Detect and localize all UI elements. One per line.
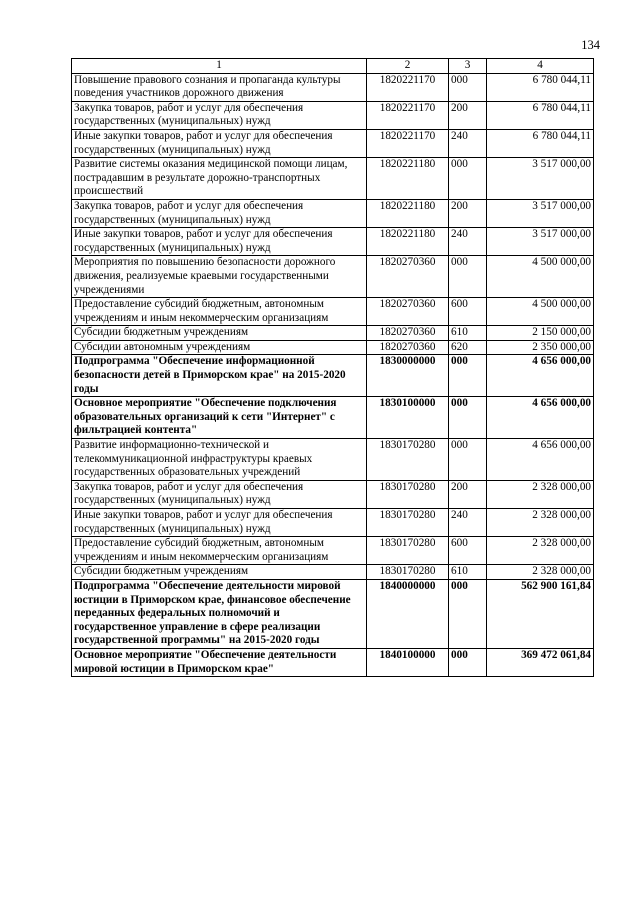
row-amount-cell: 3 517 000,00 <box>487 228 594 256</box>
row-name-cell: Субсидии бюджетным учреждениям <box>72 326 367 341</box>
row-amount-cell: 2 328 000,00 <box>487 509 594 537</box>
table-row <box>72 228 594 256</box>
row-type-cell: 240 <box>449 509 487 537</box>
row-amount-cell: 2 150 000,00 <box>487 326 594 341</box>
row-code-cell: 1840100000 <box>367 648 449 676</box>
row-name-cell: Повышение правового сознания и пропаганда культуры поведения участников дорожного движения <box>72 73 367 101</box>
row-type-cell: 000 <box>449 158 487 200</box>
row-code-cell: 1820221180 <box>367 199 449 227</box>
row-type-cell: 000 <box>449 579 487 648</box>
row-name-cell: Иные закупки товаров, работ и услуг для обеспечения государственных (муниципальных) нужд <box>72 129 367 157</box>
row-name-cell: Подпрограмма "Обеспечение деятельности мировой юстиции в Приморском крае, финансовое обеспечение переданных федеральных полномочий и государственное управление в сфере реализации государственной программы" на 2015-2020 годы <box>72 579 367 648</box>
column-header-code: 2 <box>367 59 449 74</box>
table-row <box>72 158 594 200</box>
row-code-cell: 1820270360 <box>367 326 449 341</box>
row-code-cell: 1830170280 <box>367 537 449 565</box>
row-type-cell: 240 <box>449 228 487 256</box>
row-type-cell: 000 <box>449 256 487 298</box>
row-type-cell: 000 <box>449 355 487 397</box>
row-code-cell: 1820221170 <box>367 129 449 157</box>
row-code-cell: 1830170280 <box>367 565 449 580</box>
row-code-cell: 1820221180 <box>367 228 449 256</box>
row-type-cell: 240 <box>449 129 487 157</box>
row-amount-cell: 4 656 000,00 <box>487 397 594 439</box>
row-name-cell: Мероприятия по повышению безопасности дорожного движения, реализуемые краевыми государственными учреждениями <box>72 256 367 298</box>
row-type-cell: 610 <box>449 565 487 580</box>
row-type-cell: 600 <box>449 298 487 326</box>
table-row <box>72 565 594 580</box>
row-amount-cell: 369 472 061,84 <box>487 648 594 676</box>
budget-table <box>71 58 594 677</box>
row-type-cell: 000 <box>449 648 487 676</box>
row-type-cell: 200 <box>449 199 487 227</box>
row-amount-cell: 2 328 000,00 <box>487 565 594 580</box>
table-body <box>72 73 594 677</box>
column-header-amount: 4 <box>487 59 594 74</box>
row-code-cell: 1830000000 <box>367 355 449 397</box>
table-row <box>72 101 594 129</box>
row-amount-cell: 4 656 000,00 <box>487 355 594 397</box>
table-row <box>72 648 594 676</box>
table-row <box>72 340 594 355</box>
row-amount-cell: 2 350 000,00 <box>487 340 594 355</box>
table-row <box>72 256 594 298</box>
row-amount-cell: 3 517 000,00 <box>487 158 594 200</box>
row-name-cell: Развитие информационно-технической и телекоммуникационной инфраструктуры краевых государственных образовательных учреждений <box>72 439 367 481</box>
row-type-cell: 600 <box>449 537 487 565</box>
table-row <box>72 199 594 227</box>
table-row <box>72 298 594 326</box>
row-name-cell: Иные закупки товаров, работ и услуг для обеспечения государственных (муниципальных) нужд <box>72 509 367 537</box>
row-name-cell: Субсидии автономным учреждениям <box>72 340 367 355</box>
row-name-cell: Закупка товаров, работ и услуг для обеспечения государственных (муниципальных) нужд <box>72 101 367 129</box>
row-name-cell: Субсидии бюджетным учреждениям <box>72 565 367 580</box>
row-code-cell: 1820270360 <box>367 340 449 355</box>
table-row <box>72 480 594 508</box>
row-amount-cell: 6 780 044,11 <box>487 129 594 157</box>
row-code-cell: 1820221170 <box>367 73 449 101</box>
row-name-cell: Подпрограмма "Обеспечение информационной безопасности детей в Приморском крае" на 2015-2020 годы <box>72 355 367 397</box>
row-amount-cell: 2 328 000,00 <box>487 537 594 565</box>
table-row <box>72 439 594 481</box>
row-amount-cell: 3 517 000,00 <box>487 199 594 227</box>
row-amount-cell: 2 328 000,00 <box>487 480 594 508</box>
row-code-cell: 1820221180 <box>367 158 449 200</box>
table-header-row <box>72 59 594 74</box>
row-type-cell: 620 <box>449 340 487 355</box>
row-name-cell: Иные закупки товаров, работ и услуг для обеспечения государственных (муниципальных) нужд <box>72 228 367 256</box>
row-amount-cell: 4 500 000,00 <box>487 256 594 298</box>
table-row <box>72 129 594 157</box>
row-amount-cell: 6 780 044,11 <box>487 101 594 129</box>
row-type-cell: 000 <box>449 397 487 439</box>
row-type-cell: 200 <box>449 101 487 129</box>
row-type-cell: 610 <box>449 326 487 341</box>
row-code-cell: 1830100000 <box>367 397 449 439</box>
row-code-cell: 1820270360 <box>367 256 449 298</box>
row-code-cell: 1830170280 <box>367 509 449 537</box>
table-row <box>72 355 594 397</box>
table-row <box>72 397 594 439</box>
row-amount-cell: 4 500 000,00 <box>487 298 594 326</box>
row-amount-cell: 562 900 161,84 <box>487 579 594 648</box>
row-type-cell: 000 <box>449 73 487 101</box>
row-amount-cell: 4 656 000,00 <box>487 439 594 481</box>
table-row <box>72 326 594 341</box>
row-code-cell: 1840000000 <box>367 579 449 648</box>
row-amount-cell: 6 780 044,11 <box>487 73 594 101</box>
row-name-cell: Развитие системы оказания медицинской помощи лицам, пострадавшим в результате дорожно-транспортных происшествий <box>72 158 367 200</box>
column-header-type: 3 <box>449 59 487 74</box>
column-header-name: 1 <box>72 59 367 74</box>
row-code-cell: 1830170280 <box>367 480 449 508</box>
row-code-cell: 1820221170 <box>367 101 449 129</box>
row-name-cell: Основное мероприятие "Обеспечение подключения образовательных организаций к сети "Интернет" с фильтрацией контента" <box>72 397 367 439</box>
table-row <box>72 579 594 648</box>
row-code-cell: 1820270360 <box>367 298 449 326</box>
table-row <box>72 537 594 565</box>
row-code-cell: 1830170280 <box>367 439 449 481</box>
row-name-cell: Предоставление субсидий бюджетным, автономным учреждениям и иным некоммерческим организациям <box>72 537 367 565</box>
row-type-cell: 200 <box>449 480 487 508</box>
row-name-cell: Основное мероприятие "Обеспечение деятельности мировой юстиции в Приморском крае" <box>72 648 367 676</box>
row-name-cell: Закупка товаров, работ и услуг для обеспечения государственных (муниципальных) нужд <box>72 199 367 227</box>
row-type-cell: 000 <box>449 439 487 481</box>
page-number: 134 <box>581 38 600 52</box>
table-row <box>72 509 594 537</box>
row-name-cell: Предоставление субсидий бюджетным, автономным учреждениям и иным некоммерческим организациям <box>72 298 367 326</box>
row-name-cell: Закупка товаров, работ и услуг для обеспечения государственных (муниципальных) нужд <box>72 480 367 508</box>
table-row <box>72 73 594 101</box>
